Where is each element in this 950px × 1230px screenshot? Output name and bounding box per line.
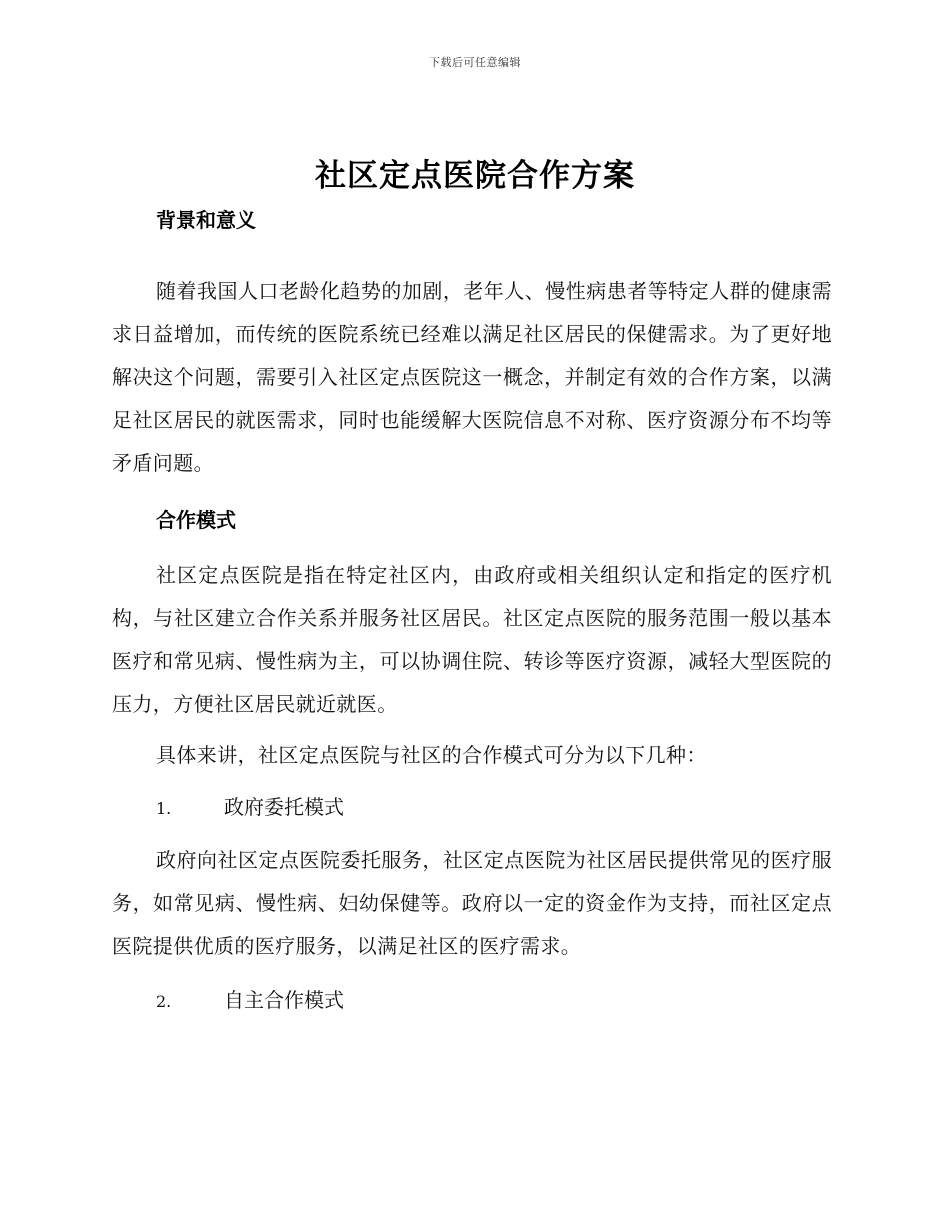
document-title: 社区定点医院合作方案 [315, 158, 635, 194]
cooperation-paragraph-2: 具体来讲，社区定点医院与社区的合作模式可分为以下几种： [156, 743, 707, 767]
section-heading-background: 背景和意义 [156, 208, 256, 232]
cooperation-paragraph-1: 社区定点医院是指在特定社区内，由政府或相关组织认定和指定的医疗机构，与社区建立合作关系并服务社区居民。社区定点医院的服务范围一般以基本医疗和常见病、慢性病为主，可以协调住院、转诊等医疗资源，减轻大型医院的压力，方便社区居民就近就医。 [112, 563, 832, 716]
list-number: 2. [156, 992, 172, 1011]
section-heading-cooperation: 合作模式 [156, 508, 236, 532]
list-item-mode-1 [156, 787, 832, 827]
header-note: 下载后可任意编辑 [429, 56, 521, 69]
list-label: 自主合作模式 [224, 988, 344, 1012]
list-number: 1. [156, 799, 172, 818]
list-item-mode-2 [156, 980, 832, 1020]
document-body [112, 200, 832, 1020]
background-paragraph: 随着我国人口老龄化趋势的加剧，老年人、慢性病患者等特定人群的健康需求日益增加，而传统的医院系统已经难以满足社区居民的保健需求。为了更好地解决这个问题，需要引入社区定点医院这一概念，并制定有效的合作方案，以满足社区居民的就医需求，同时也能缓解大医院信息不对称、医疗资源分布不均等矛盾问题。 [112, 279, 832, 475]
mode-1-description: 政府向社区定点医院委托服务，社区定点医院为社区居民提供常见的医疗服务，如常见病、慢性病、妇幼保健等。政府以一定的资金作为支持，而社区定点医院提供优质的医疗服务，以满足社区的医疗需求。 [112, 848, 832, 958]
list-label: 政府委托模式 [224, 795, 344, 819]
